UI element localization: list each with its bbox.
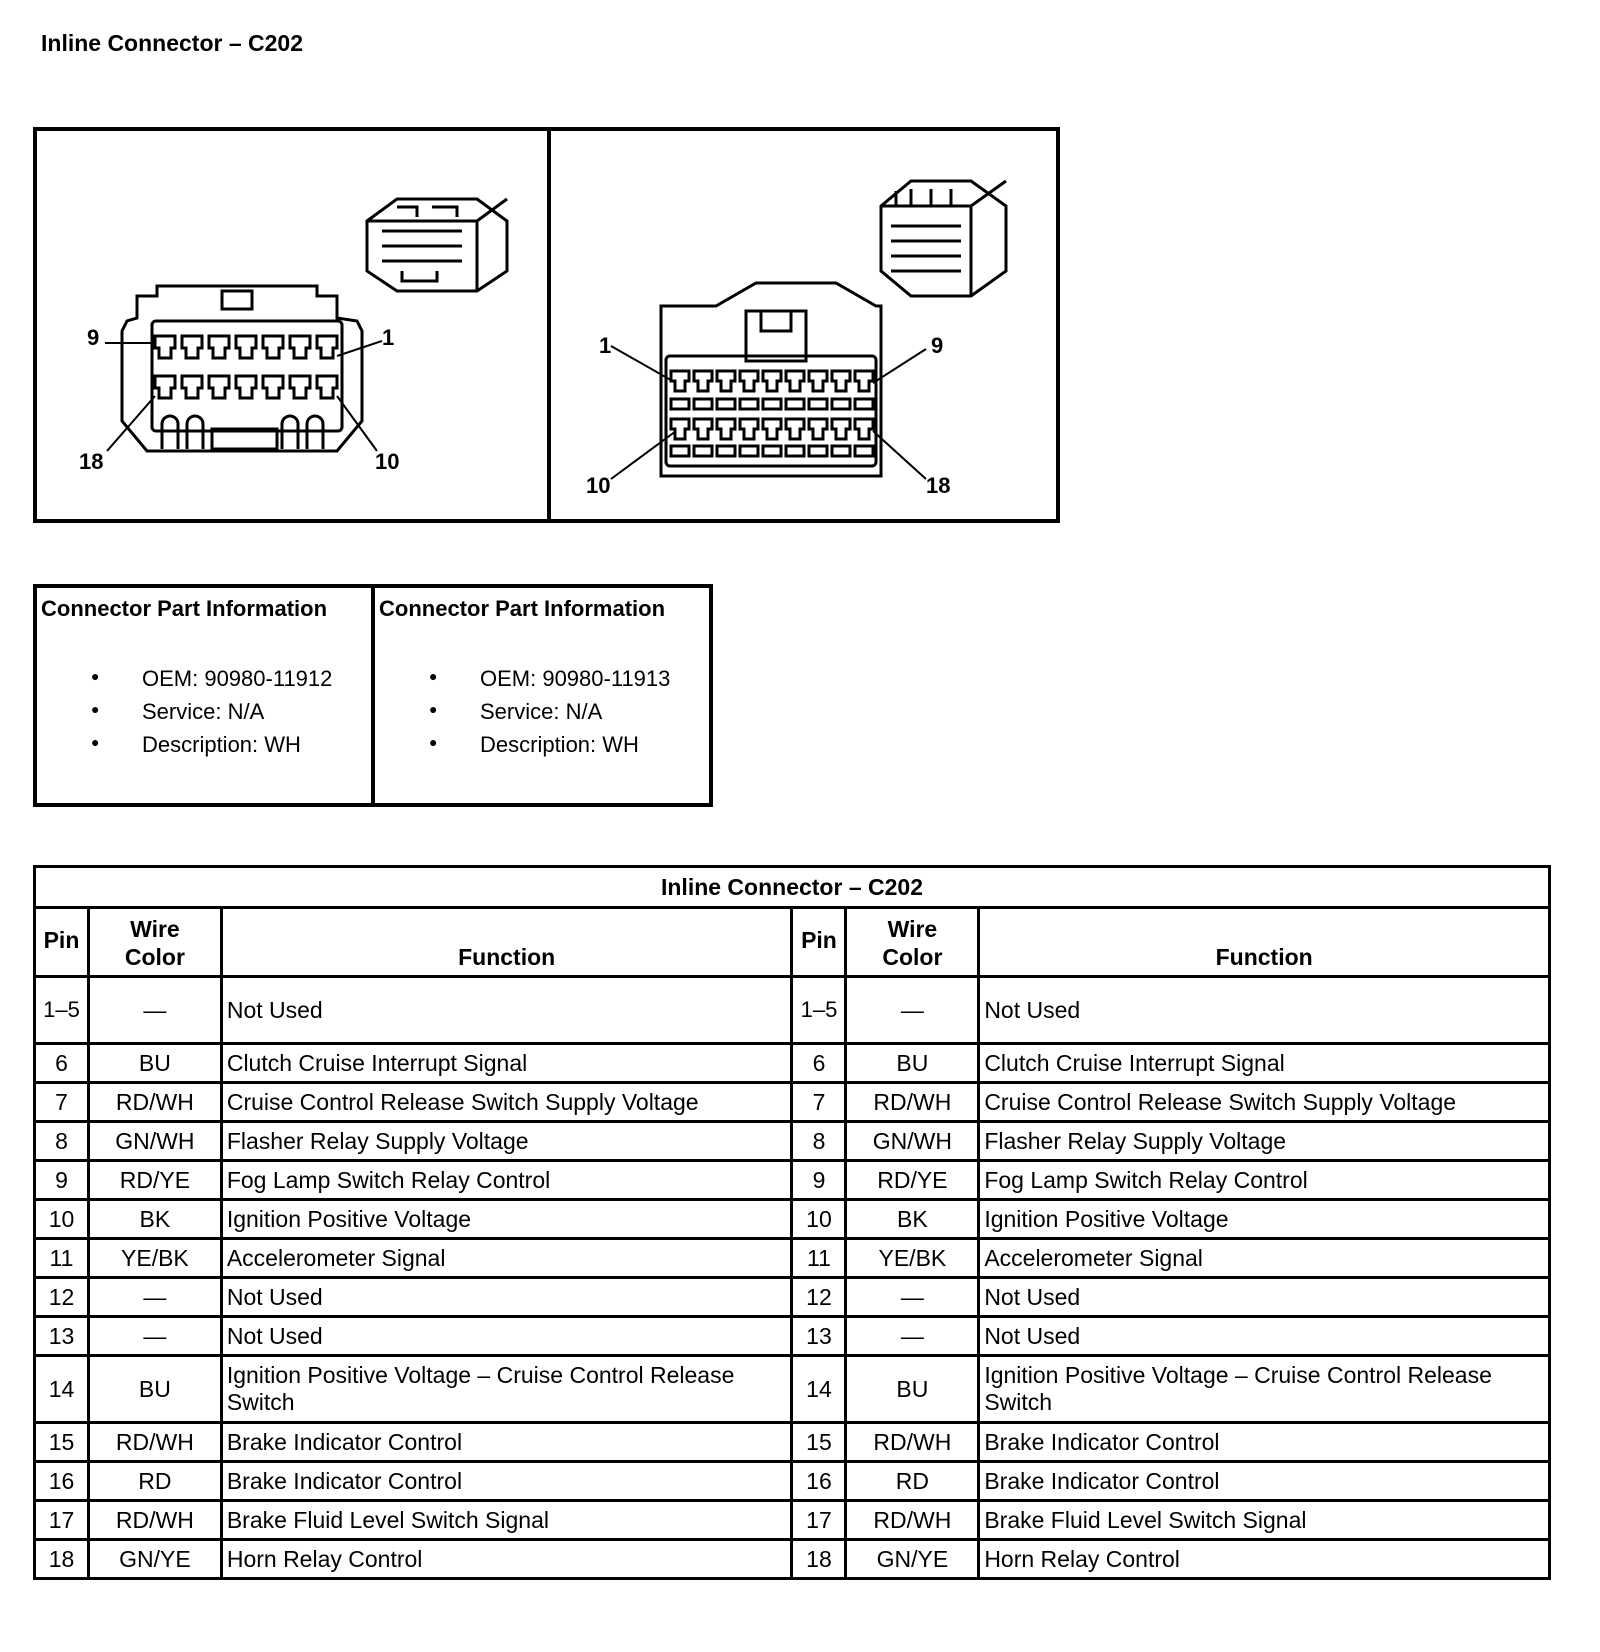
pin-cell: 8 — [35, 1122, 89, 1161]
pin-cell: 15 — [35, 1423, 89, 1462]
pin-cell: 9 — [792, 1161, 846, 1200]
pin-cell: 16 — [35, 1462, 89, 1501]
info-item-oem: ● OEM: 90980-11913 — [375, 666, 670, 699]
connector-info-heading: Connector Part Information — [379, 596, 666, 621]
pin-table-header — [35, 908, 1550, 977]
table-row — [35, 1161, 1550, 1200]
function-cell: Accelerometer Signal — [221, 1239, 792, 1278]
wire-color-cell: BK — [846, 1200, 979, 1239]
wire-color-cell: YE/BK — [88, 1239, 221, 1278]
table-row — [35, 1540, 1550, 1579]
left-label-bottom-right: 10 — [375, 449, 400, 474]
pin-cell: 12 — [35, 1278, 89, 1317]
function-cell: Brake Indicator Control — [979, 1462, 1550, 1501]
wire-color-cell: RD/YE — [88, 1161, 221, 1200]
page-title: Inline Connector – C202 — [41, 30, 304, 56]
wire-color-cell: — — [846, 977, 979, 1044]
wire-color-cell: YE/BK — [846, 1239, 979, 1278]
wire-color-cell: GN/YE — [846, 1540, 979, 1579]
pin-cell: 12 — [792, 1278, 846, 1317]
pin-cell: 7 — [792, 1083, 846, 1122]
table-row — [35, 1200, 1550, 1239]
pin-cell: 15 — [792, 1423, 846, 1462]
function-cell: Horn Relay Control — [979, 1540, 1550, 1579]
left-label-top-right: 1 — [382, 325, 395, 350]
wire-color-cell: RD — [88, 1462, 221, 1501]
wire-color-cell: RD/WH — [846, 1423, 979, 1462]
wire-color-cell: BU — [846, 1044, 979, 1083]
right-label-top-left: 1 — [599, 333, 612, 358]
pin-cell: 11 — [792, 1239, 846, 1278]
wire-color-cell: — — [88, 1278, 221, 1317]
info-item-oem: ● OEM: 90980-11912 — [37, 666, 332, 699]
connector-part-info — [33, 584, 713, 807]
pin-cell: 9 — [35, 1161, 89, 1200]
pin-cell: 10 — [792, 1200, 846, 1239]
wire-color-cell: BU — [846, 1356, 979, 1423]
right-face-bottom-row — [671, 419, 873, 456]
header-wire-color: Wire Color — [846, 908, 979, 977]
pin-cell: 11 — [35, 1239, 89, 1278]
function-cell: Clutch Cruise Interrupt Signal — [979, 1044, 1550, 1083]
wire-color-cell: RD/WH — [88, 1083, 221, 1122]
info-item-description: ● Description: WH — [37, 732, 332, 765]
function-cell: Not Used — [221, 977, 792, 1044]
pin-cell: 10 — [35, 1200, 89, 1239]
connector-info-left — [37, 588, 371, 803]
pin-cell: 7 — [35, 1083, 89, 1122]
table-row — [35, 1423, 1550, 1462]
pin-cell: 17 — [35, 1501, 89, 1540]
pin-cell: 6 — [35, 1044, 89, 1083]
function-cell: Not Used — [221, 1317, 792, 1356]
wire-color-cell: RD/WH — [88, 1501, 221, 1540]
function-cell: Ignition Positive Voltage — [979, 1200, 1550, 1239]
left-label-bottom-left: 18 — [79, 449, 104, 474]
wire-color-cell: GN/WH — [88, 1122, 221, 1161]
table-row — [35, 977, 1550, 1044]
header-pin: Pin — [35, 908, 89, 977]
left-face-bottom-row — [155, 376, 337, 398]
pin-cell: 14 — [35, 1356, 89, 1423]
table-row — [35, 1044, 1550, 1083]
pin-cell: 1–5 — [792, 977, 846, 1044]
function-cell: Horn Relay Control — [221, 1540, 792, 1579]
wire-color-cell: GN/WH — [846, 1122, 979, 1161]
function-cell: Brake Indicator Control — [221, 1423, 792, 1462]
right-face-top-row — [671, 371, 873, 409]
function-cell: Brake Fluid Level Switch Signal — [221, 1501, 792, 1540]
pin-cell: 14 — [792, 1356, 846, 1423]
table-row — [35, 1122, 1550, 1161]
function-cell: Ignition Positive Voltage – Cruise Control Release Switch — [221, 1356, 792, 1423]
pin-cell: 16 — [792, 1462, 846, 1501]
function-cell: Ignition Positive Voltage – Cruise Control Release Switch — [979, 1356, 1550, 1423]
pin-cell: 1–5 — [35, 977, 89, 1044]
function-cell: Fog Lamp Switch Relay Control — [221, 1161, 792, 1200]
function-cell: Fog Lamp Switch Relay Control — [979, 1161, 1550, 1200]
function-cell: Cruise Control Release Switch Supply Voltage — [221, 1083, 792, 1122]
wire-color-cell: BK — [88, 1200, 221, 1239]
wire-color-cell: BU — [88, 1356, 221, 1423]
connector-info-list — [37, 666, 332, 765]
left-connector-isometric-icon — [367, 199, 507, 291]
info-item-service: ● Service: N/A — [375, 699, 670, 732]
left-label-top-left: 9 — [87, 325, 100, 350]
right-label-bottom-right: 18 — [926, 473, 951, 498]
pin-cell: 13 — [792, 1317, 846, 1356]
info-item-service: ● Service: N/A — [37, 699, 332, 732]
pin-cell: 17 — [792, 1501, 846, 1540]
table-row — [35, 1083, 1550, 1122]
function-cell: Accelerometer Signal — [979, 1239, 1550, 1278]
wire-color-cell: — — [846, 1317, 979, 1356]
function-cell: Not Used — [221, 1278, 792, 1317]
wire-color-cell: — — [88, 1317, 221, 1356]
wire-color-cell: RD — [846, 1462, 979, 1501]
right-label-top-right: 9 — [931, 333, 944, 358]
header-function: Function — [979, 908, 1550, 977]
right-label-bottom-left: 10 — [586, 473, 611, 498]
table-row — [35, 1278, 1550, 1317]
table-row — [35, 1317, 1550, 1356]
table-row — [35, 1356, 1550, 1423]
pin-table-body — [35, 977, 1550, 1579]
left-face-top-row — [155, 336, 337, 358]
info-item-description: ● Description: WH — [375, 732, 670, 765]
function-cell: Ignition Positive Voltage — [221, 1200, 792, 1239]
function-cell: Brake Fluid Level Switch Signal — [979, 1501, 1550, 1540]
function-cell: Flasher Relay Supply Voltage — [979, 1122, 1550, 1161]
pin-table — [33, 865, 1551, 1580]
table-row — [35, 1239, 1550, 1278]
pin-cell: 18 — [792, 1540, 846, 1579]
wire-color-cell: RD/WH — [846, 1083, 979, 1122]
wire-color-cell: — — [846, 1278, 979, 1317]
connector-info-heading: Connector Part Information — [41, 596, 328, 621]
function-cell: Brake Indicator Control — [979, 1423, 1550, 1462]
wire-color-cell: GN/YE — [88, 1540, 221, 1579]
wire-color-cell: RD/YE — [846, 1161, 979, 1200]
pin-cell: 13 — [35, 1317, 89, 1356]
function-cell: Not Used — [979, 1278, 1550, 1317]
wire-color-cell: — — [88, 977, 221, 1044]
header-pin: Pin — [792, 908, 846, 977]
pin-cell: 18 — [35, 1540, 89, 1579]
function-cell: Cruise Control Release Switch Supply Voltage — [979, 1083, 1550, 1122]
wire-color-cell: RD/WH — [846, 1501, 979, 1540]
pin-table-caption: Inline Connector – C202 — [35, 867, 1550, 908]
connector-info-right — [371, 588, 709, 803]
function-cell: Clutch Cruise Interrupt Signal — [221, 1044, 792, 1083]
wire-color-cell: RD/WH — [88, 1423, 221, 1462]
right-connector-face — [551, 131, 1061, 519]
table-row — [35, 1462, 1550, 1501]
connector-info-list — [375, 666, 670, 765]
pin-cell: 8 — [792, 1122, 846, 1161]
right-connector-isometric-icon — [881, 181, 1006, 296]
function-cell: Not Used — [979, 1317, 1550, 1356]
function-cell: Brake Indicator Control — [221, 1462, 792, 1501]
left-connector-face — [37, 131, 543, 519]
function-cell: Flasher Relay Supply Voltage — [221, 1122, 792, 1161]
pin-cell: 6 — [792, 1044, 846, 1083]
connector-diagram-frame — [33, 127, 1060, 523]
function-cell: Not Used — [979, 977, 1550, 1044]
header-wire-color: Wire Color — [88, 908, 221, 977]
wire-color-cell: BU — [88, 1044, 221, 1083]
header-function: Function — [221, 908, 792, 977]
table-row — [35, 1501, 1550, 1540]
